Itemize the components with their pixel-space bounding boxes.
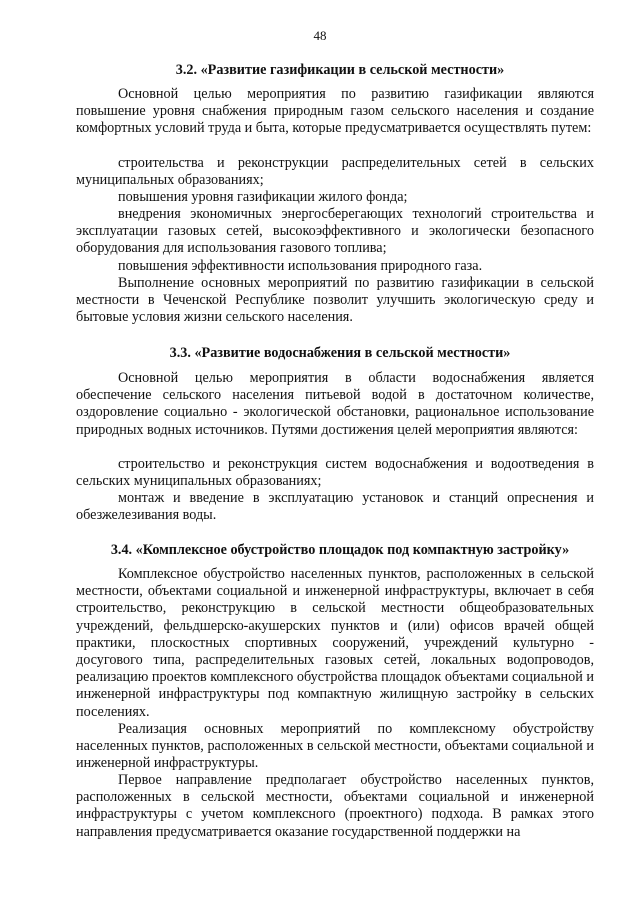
- paragraph: повышения уровня газификации жилого фонда;: [118, 189, 408, 205]
- paragraph: Комплексное обустройство населенных пунктов, расположенных в сельской местности, объектами социальной и инженерной инфраструктуры, включает в себя строительство, реконструкцию в сельской местности общеобразовательных учреждений, фельдшерско-акушерских пунктов и (или) офисов врачей общей практики, плоскостных спортивных сооружений, учреждений культурно - досугового типа, распределительных газовых сетей, локальных водопроводов, реализацию проектов комплексного обустройства площадок объектами социальной и инженерной инфраструктуры под компактную жилищную застройку в сельских поселениях.: [76, 566, 594, 720]
- page-number: 48: [313, 28, 327, 43]
- paragraph: Реализация основных мероприятий по комплексному обустройству населенных пунктов, расположенных в сельской местности, объектами социальной и инженерной инфраструктуры.: [76, 721, 594, 772]
- paragraph: Первое направление предполагает обустройство населенных пунктов, расположенных в сельской местности, объектами социальной и инженерной инфраструктуры с учетом комплексного (проектного) подхода. В рамках этого направления предусматривается оказание государственной поддержки на: [76, 772, 594, 840]
- paragraph: Основной целью мероприятия в области водоснабжения является обеспечение сельского населения питьевой водой в достаточном количестве, оздоровление социально - экологической обстановки, рациональное использование природных водных источников. Путями достижения целей мероприятия являются:: [76, 370, 594, 438]
- section-heading: 3.3. «Развитие водоснабжения в сельской местности»: [169, 345, 511, 361]
- section-heading: 3.2. «Развитие газификации в сельской местности»: [175, 62, 505, 78]
- paragraph: повышения эффективности использования природного газа.: [118, 258, 483, 274]
- paragraph: внедрения экономичных энергосберегающих технологий строительства и эксплуатации газовых сетей, высокоэффективного и экологически безопасного оборудования для использования газового топлива;: [76, 206, 594, 257]
- paragraph: строительства и реконструкции распределительных сетей в сельских муниципальных образованиях;: [76, 155, 594, 189]
- section-heading: 3.4. «Комплексное обустройство площадок под компактную застройку»: [110, 542, 570, 558]
- paragraph: строительство и реконструкция систем водоснабжения и водоотведения в сельских муниципальных образованиях;: [76, 456, 594, 490]
- paragraph: Выполнение основных мероприятий по развитию газификации в сельской местности в Чеченской Республике позволит улучшить экологическую среду и бытовые условия жизни сельского населения.: [76, 275, 594, 326]
- paragraph: монтаж и введение в эксплуатацию установок и станций опреснения и обезжелезивания воды.: [76, 490, 594, 524]
- paragraph: Основной целью мероприятия по развитию газификации являются повышение уровня снабжения природным газом сельского населения и создание комфортных условий труда и быта, которые предусматривается осуществлять путем:: [76, 86, 594, 137]
